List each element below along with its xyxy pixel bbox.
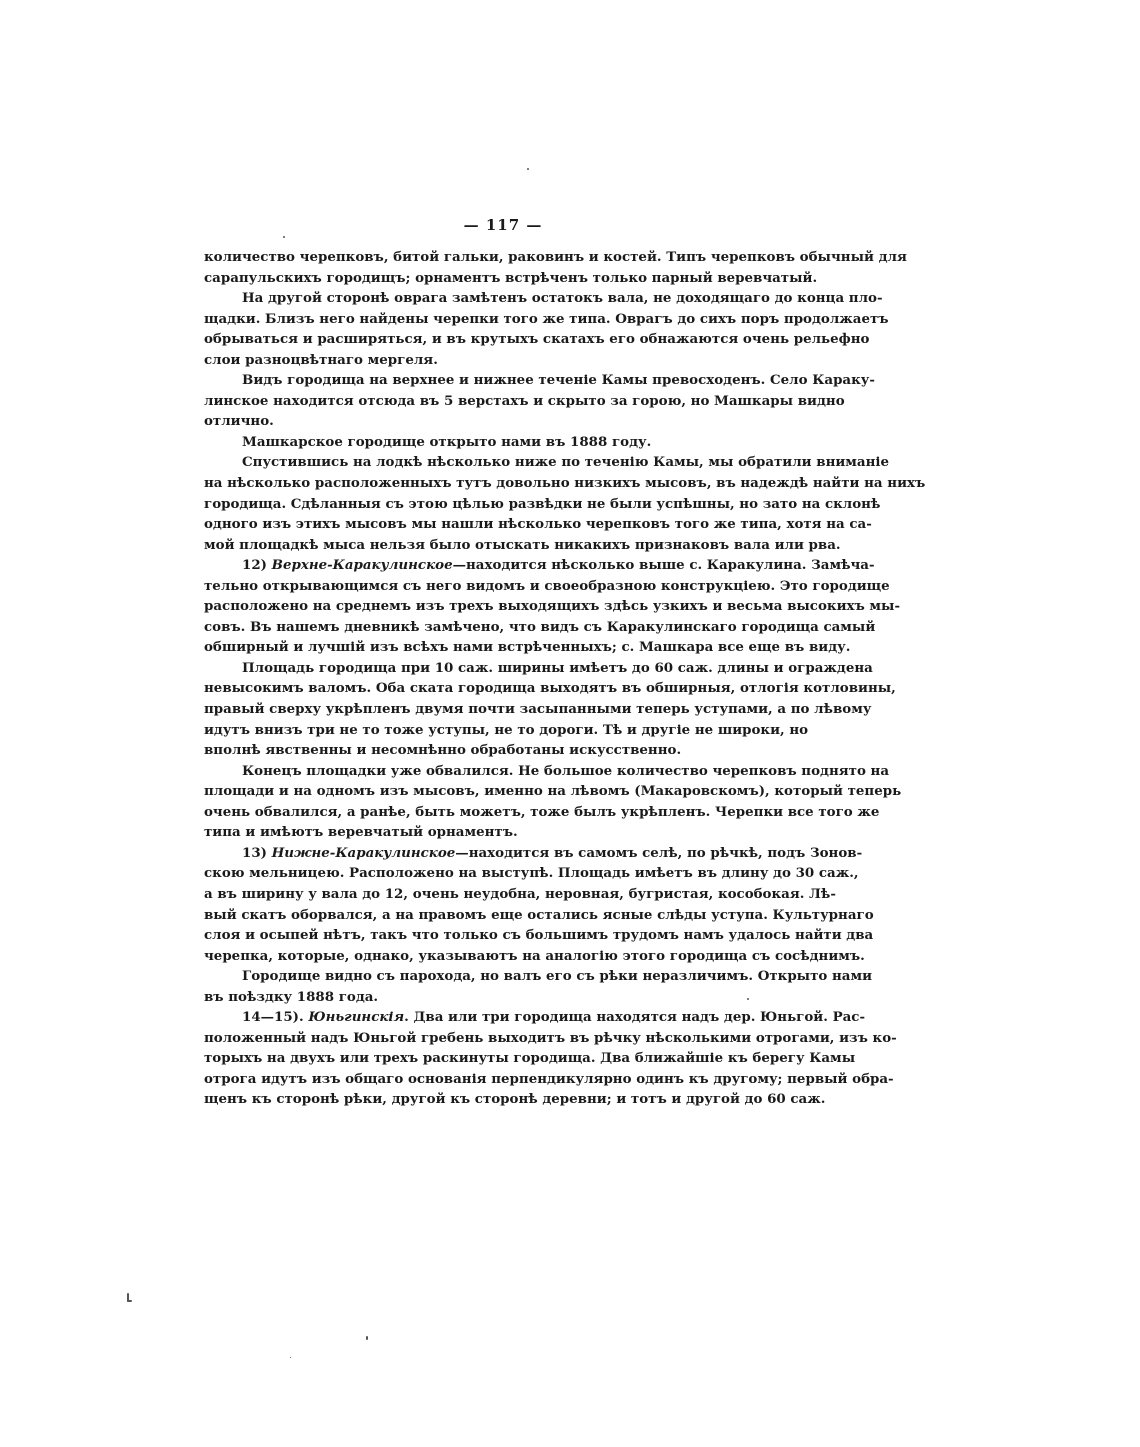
text-line: мой площадкѣ мыса нельзя было отыскать никакихъ признаковъ вала или рва. [204,536,841,553]
paragraph [204,432,807,453]
text-line: въ поѣздку 1888 года. [204,988,379,1005]
text-line: типа и имѣютъ веревчатый орнаментъ. [204,824,518,841]
scan-speck [283,236,285,238]
text-line: отлично. [204,413,274,430]
text-line: щадки. Близъ него найдены черепки того же типа. Оврагъ до сихъ поръ продолжаетъ [204,310,889,327]
paragraph [204,452,926,555]
text-line: на нѣсколько расположенныхъ тутъ довольно низкихъ мысовъ, въ надеждѣ найти на нихъ [204,475,926,492]
text-line: одного изъ этихъ мысовъ мы нашли нѣсколько черепковъ того же типа, хотя на са- [204,516,872,533]
text-line: Конецъ площадки уже обвалился. Не большое количество черепковъ поднято на [242,762,890,779]
text-line: слоя и осыпей нѣтъ, такъ что только съ большимъ трудомъ намъ удалось найти два [204,927,874,944]
text-line: Видъ городища на верхнее и нижнее теченіе Камы превосходенъ. Село Карaку- [242,372,875,389]
text-line: Городище видно съ парохода, но валъ его съ рѣки неразличимъ. Открыто нами [242,968,873,985]
text-line: торыхъ на двухъ или трехъ раскинуты городища. Два ближайшіе къ берегу Камы [204,1050,856,1067]
text-line: расположено на среднемъ изъ трехъ выходящихъ здѣсь узкихъ и весьма высокихъ мы- [204,598,901,615]
scan-speck [527,168,529,170]
text-line: очень обвалился, а ранѣе, быть можетъ, тоже былъ укрѣпленъ. Черепки все того же [204,803,880,820]
text-line: идутъ внизъ три не то тоже уступы, не то дороги. Тѣ и другіе не широки, но [204,721,809,738]
text-line: Площадь городища при 10 саж. ширины имѣетъ до 60 саж. длины и ограждена [242,659,873,676]
text-line: положенный надъ Юньгой гребень выходитъ въ рѣчку нѣсколькими отрогами, изъ ко- [204,1029,897,1046]
italic-term: Верхне-Каракулинское [271,557,453,574]
paragraph [204,658,896,761]
paragraph [204,247,907,288]
scan-speck [747,998,749,1000]
italic-term: Нижне-Каракулинское [271,844,456,861]
text-line: 12) Верхне-Каракулинское—находится нѣсколько выше с. Каракулина. Замѣча- [242,557,875,574]
text-line: вполнѣ явственны и несомнѣнно обработаны искусственно. [204,742,682,759]
text-line: обширный и лучшій изъ всѣхъ нами встрѣченныхъ; с. Машкара все еще въ виду. [204,639,851,656]
paragraph [204,1007,897,1110]
paragraph [204,370,875,432]
text-line: совъ. Въ нашемъ дневникѣ замѣчено, что видъ съ Каракулинскаго городища самый [204,618,876,635]
text-line: Машкарское городище открыто нами въ 1888 году. [242,433,652,450]
text-line: количество черепковъ, битой гальки, раковинъ и костей. Типъ черепковъ обычный для [204,249,907,265]
text-line: линское находится отсюда въ 5 верстахъ и скрыто за горою, но Машкары видно [204,392,845,409]
page-number: — 117 — [463,216,543,234]
paragraph [204,555,901,658]
text-line: Спустившись на лодкѣ нѣсколько ниже по теченію Камы, мы обратили вниманіе [242,454,890,471]
text-line: На другой сторонѣ оврага замѣтенъ остатокъ вала, не доходящаго до конца пло- [242,290,883,307]
text-line: обрываться и расширяться, и въ крутыхъ скатахъ его обнажаются очень рельефно [204,331,870,348]
text-line: черепка, которые, однако, указываютъ на аналогію этого городища съ сосѣднимъ. [204,947,865,964]
scan-speck [366,1336,368,1340]
paragraph [204,966,873,1007]
text-line: площади и на одномъ изъ мысовъ, именно на лѣвомъ (Макаровскомъ), который теперь [204,783,902,800]
scan-speck [127,1300,132,1302]
paragraph [204,843,874,966]
text-line: 14—15). Юньгинскія. Два или три городища находятся надъ дер. Юньгой. Рас- [242,1009,866,1026]
scan-speck [290,1357,291,1358]
text-line: вый скатъ оборвался, а на правомъ еще остались ясные слѣды уступа. Культурнаго [204,906,874,923]
text-line: отрога идутъ изъ общаго основанія перпендикулярно одинъ къ другому; первый обра- [204,1070,894,1087]
text-line: а въ ширину у вала до 12, очень неудобна, неровная, бугристая, кособокая. Лѣ- [204,885,836,902]
text-line: скою мельницею. Расположено на выступѣ. Площадь имѣетъ въ длину до 30 саж., [204,865,859,882]
text-line: 13) Нижне-Каракулинское—находится въ самомъ селѣ, по рѣчкѣ, подъ Зонов- [242,844,863,861]
paragraph [204,761,902,843]
text-line: сарапульскихъ городищъ; орнаментъ встрѣченъ только парный веревчатый. [204,269,818,286]
text-line: городища. Сдѣланныя съ этою цѣлью развѣдки не были успѣшны, но зато на склонѣ [204,495,881,512]
text-line: правый сверху укрѣпленъ двумя почти засыпанными теперь уступами, а по лѣвому [204,701,872,718]
italic-term: Юньгинскія [308,1009,405,1026]
body-text [204,247,926,1110]
text-line: слои разноцвѣтнаго мергеля. [204,351,438,368]
text-line: щенъ къ сторонѣ рѣки, другой къ сторонѣ деревни; и тотъ и другой до 60 саж. [204,1091,826,1108]
paragraph [204,288,889,370]
text-line: тельно открывающимся съ него видомъ и своеобразною конструкціею. Это городище [204,577,890,594]
text-line: невысокимъ валомъ. Оба ската городища выходятъ въ обширныя, отлогія котловины, [204,680,896,697]
